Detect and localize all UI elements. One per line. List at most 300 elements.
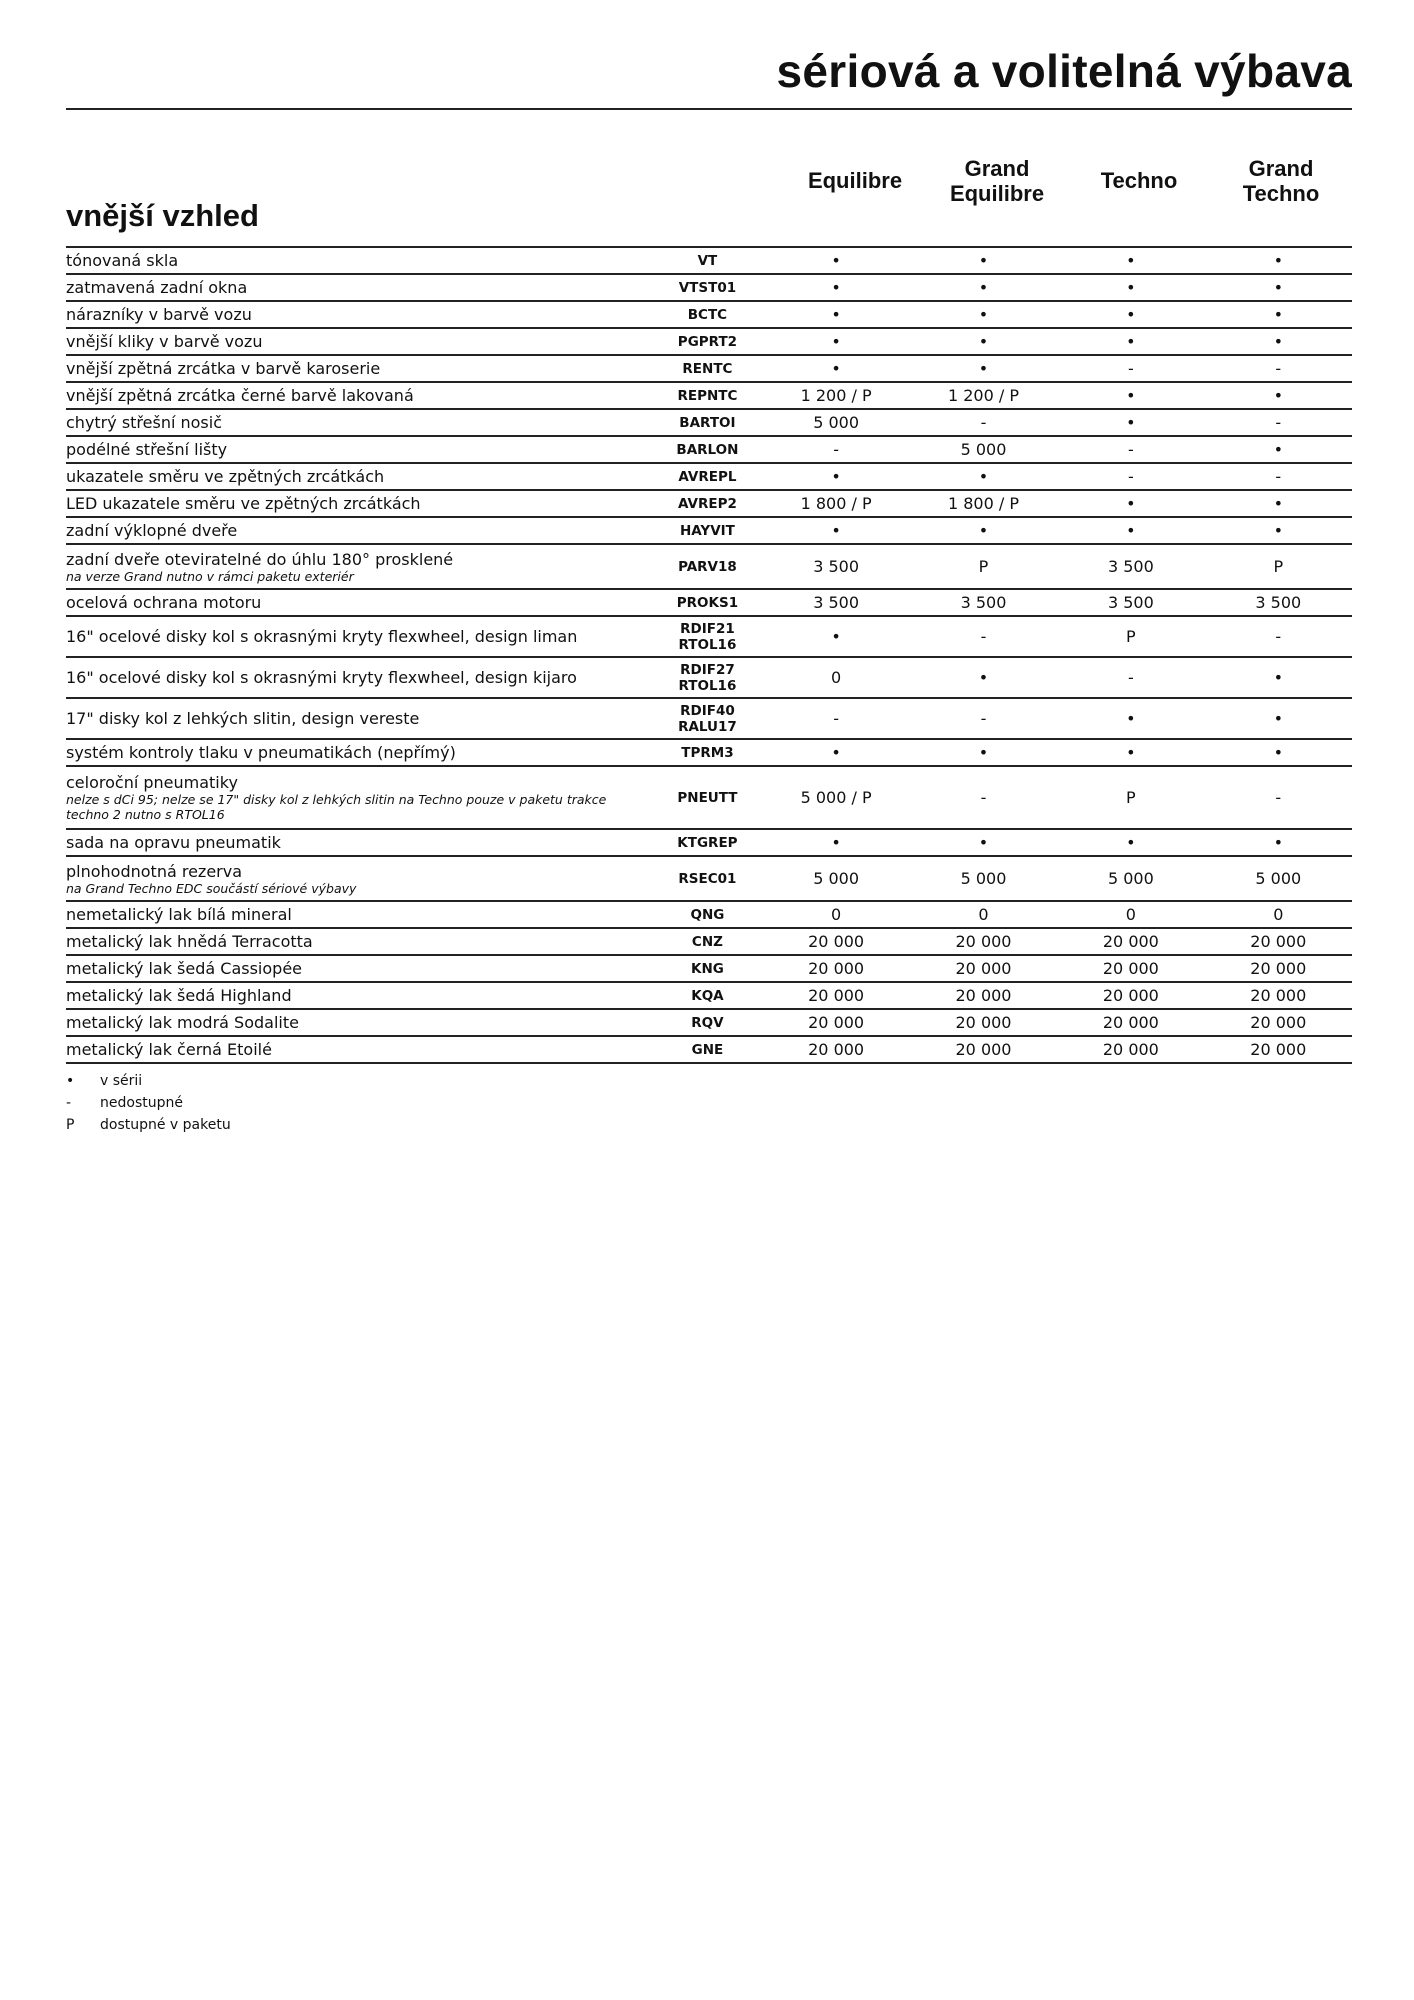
table-row: [66, 463, 1352, 490]
legend-text: dostupné v paketu: [100, 1117, 231, 1133]
value: •: [1273, 833, 1283, 852]
value-cell: [910, 517, 1057, 544]
value-cell: [1057, 382, 1204, 409]
option-code-cell: [652, 328, 762, 355]
value-cell: [910, 829, 1057, 856]
option-code-cell: [652, 1009, 762, 1036]
option-code-cell: [652, 274, 762, 301]
value-cell: [1205, 301, 1352, 328]
equipment-name-cell: [66, 490, 652, 517]
legend-item: [66, 1070, 231, 1092]
value: P: [1273, 557, 1284, 576]
value-cell: [910, 856, 1057, 901]
value: •: [978, 332, 989, 351]
equipment-name-cell: [66, 982, 652, 1009]
option-code: RDIF21: [680, 620, 735, 637]
value-cell: [1057, 328, 1204, 355]
equipment-name-cell: [66, 544, 652, 589]
equipment-name-cell: [66, 463, 652, 490]
value: •: [1126, 278, 1136, 297]
option-code-cell: [652, 463, 762, 490]
option-code: RDIF40: [680, 702, 735, 719]
table-row: [66, 955, 1352, 982]
option-code-cell: [652, 409, 762, 436]
value: 5 000: [1107, 869, 1154, 888]
value: 1 200 / P: [800, 386, 872, 405]
value: 5 000: [813, 869, 860, 888]
table-row: [66, 766, 1352, 829]
option-code: PROKS1: [676, 594, 739, 611]
option-code: VT: [697, 252, 718, 269]
option-code-cell: [652, 301, 762, 328]
table-row: [66, 616, 1352, 657]
equipment-name-cell: [66, 955, 652, 982]
option-code-cell: [652, 928, 762, 955]
value: 20 000: [808, 1013, 865, 1032]
value: 3 500: [1107, 593, 1154, 612]
option-code-cell: [652, 982, 762, 1009]
value-cell: [910, 698, 1057, 739]
value-cell: [1205, 1036, 1352, 1063]
equipment-table: [66, 246, 1352, 1064]
option-code: RTOL16: [678, 636, 737, 653]
table-row: [66, 382, 1352, 409]
option-code: REPNTC: [677, 387, 738, 404]
value: •: [1126, 833, 1136, 852]
value: 3 500: [813, 593, 860, 612]
option-code: HAYVIT: [679, 522, 735, 539]
value-cell: [1205, 544, 1352, 589]
option-code: GNE: [691, 1041, 724, 1058]
value: •: [831, 467, 841, 486]
column-header-grand-equilibre: [922, 156, 1072, 206]
equipment-name: ocelová ochrana motoru: [66, 593, 262, 612]
equipment-note: na verze Grand nutno v rámci paketu exteriér: [66, 568, 354, 584]
value-cell: [762, 739, 909, 766]
value-cell: [910, 616, 1057, 657]
value-cell: [1057, 766, 1204, 829]
value: •: [1273, 386, 1283, 405]
value: •: [831, 359, 841, 378]
value: -: [980, 627, 987, 646]
value-cell: [1205, 274, 1352, 301]
value: •: [1273, 305, 1283, 324]
option-code: AVREPL: [678, 468, 737, 485]
equipment-name-cell: [66, 436, 652, 463]
value-cell: [1205, 698, 1352, 739]
table-row: [66, 856, 1352, 901]
value-cell: [1205, 955, 1352, 982]
equipment-name-cell: [66, 856, 652, 901]
table-row: [66, 517, 1352, 544]
value: •: [978, 305, 989, 324]
section-title: vnější vzhled: [66, 198, 259, 233]
equipment-name-cell: [66, 382, 652, 409]
value-cell: [762, 1036, 909, 1063]
value-cell: [910, 982, 1057, 1009]
value-cell: [1205, 490, 1352, 517]
value-cell: [1205, 856, 1352, 901]
value: •: [978, 833, 989, 852]
equipment-note: nelze s dCi 95; nelze se 17" disky kol z lehkých slitin na Techno pouze v paketu trakce techno 2 nutno s RTOL16: [66, 792, 607, 822]
value: 20 000: [955, 959, 1012, 978]
value-cell: [1057, 544, 1204, 589]
equipment-name: vnější zpětná zrcátka v barvě karoserie: [66, 359, 381, 378]
value: -: [1275, 627, 1282, 646]
equipment-name: nemetalický lak bílá mineral: [66, 905, 292, 924]
column-header-techno: [1064, 168, 1214, 193]
option-code-cell: [652, 247, 762, 274]
value-cell: [762, 301, 909, 328]
equipment-name: metalický lak modrá Sodalite: [66, 1013, 299, 1032]
value: 0: [1273, 905, 1284, 924]
value: -: [980, 788, 987, 807]
value-cell: [910, 766, 1057, 829]
table-row: [66, 901, 1352, 928]
option-code-cell: [652, 829, 762, 856]
table-row: [66, 247, 1352, 274]
value: •: [831, 251, 841, 270]
value: •: [1126, 521, 1136, 540]
value-cell: [910, 382, 1057, 409]
value-cell: [910, 544, 1057, 589]
option-code: RSEC01: [678, 870, 737, 887]
value: •: [1273, 668, 1283, 687]
page-title: sériová a volitelná výbava: [776, 45, 1352, 97]
option-code: RQV: [691, 1014, 724, 1031]
value-cell: [1205, 739, 1352, 766]
option-code-cell: [652, 955, 762, 982]
title-divider: [66, 108, 1352, 110]
value-cell: [762, 328, 909, 355]
table-row: [66, 1009, 1352, 1036]
option-code: RENTC: [682, 360, 733, 377]
value-cell: [762, 982, 909, 1009]
value-cell: [762, 463, 909, 490]
equipment-name: tónovaná skla: [66, 251, 179, 270]
value-cell: [1057, 616, 1204, 657]
option-code-cell: [652, 355, 762, 382]
value: 3 500: [960, 593, 1007, 612]
value: P: [1126, 788, 1136, 807]
value: -: [1127, 359, 1134, 378]
equipment-name-cell: [66, 766, 652, 829]
value-cell: [910, 657, 1057, 698]
legend-text: v sérii: [100, 1073, 143, 1089]
value: •: [1273, 743, 1283, 762]
value: P: [978, 557, 989, 576]
value: 5 000: [813, 413, 860, 432]
value-cell: [910, 589, 1057, 616]
option-code: RTOL16: [678, 677, 737, 694]
value: P: [1126, 627, 1136, 646]
value: 20 000: [808, 932, 865, 951]
equipment-table-body: [66, 247, 1352, 1063]
equipment-name: celoroční pneumatiky: [66, 773, 238, 792]
option-code: PARV18: [678, 558, 737, 575]
table-row: [66, 698, 1352, 739]
value: 20 000: [1102, 1013, 1159, 1032]
column-header-grand-techno: [1206, 156, 1356, 206]
option-code: BARLON: [676, 441, 739, 458]
value-cell: [762, 766, 909, 829]
table-row: [66, 829, 1352, 856]
value-cell: [1205, 901, 1352, 928]
value: -: [1127, 467, 1134, 486]
value-cell: [1057, 901, 1204, 928]
value: •: [1273, 494, 1283, 513]
option-code: PNEUTT: [677, 789, 738, 806]
value: •: [831, 332, 841, 351]
table-row: [66, 436, 1352, 463]
option-code-cell: [652, 517, 762, 544]
equipment-name-cell: [66, 657, 652, 698]
value-cell: [910, 301, 1057, 328]
value: -: [1275, 359, 1282, 378]
value-cell: [1057, 698, 1204, 739]
value: •: [831, 627, 841, 646]
value-cell: [762, 616, 909, 657]
value: •: [1126, 332, 1136, 351]
value-cell: [1057, 1036, 1204, 1063]
value-cell: [1205, 829, 1352, 856]
value: •: [1126, 743, 1136, 762]
value: •: [1126, 386, 1136, 405]
value: •: [1126, 709, 1136, 728]
value-cell: [910, 901, 1057, 928]
equipment-note: na Grand Techno EDC součástí sériové výbavy: [66, 880, 357, 896]
value: -: [833, 440, 840, 459]
value-cell: [762, 409, 909, 436]
option-code: RDIF27: [680, 661, 735, 678]
legend-item: [66, 1114, 231, 1136]
value-cell: [1205, 517, 1352, 544]
value: 20 000: [955, 1013, 1012, 1032]
value: 3 500: [1255, 593, 1302, 612]
value-cell: [910, 436, 1057, 463]
value: 3 500: [1107, 557, 1154, 576]
value: 20 000: [1250, 1013, 1307, 1032]
column-header-line: Equilibre: [807, 168, 903, 193]
value-cell: [1205, 766, 1352, 829]
value: •: [1126, 305, 1136, 324]
value-cell: [762, 589, 909, 616]
value-cell: [1057, 1009, 1204, 1036]
value: -: [1275, 467, 1282, 486]
value-cell: [1057, 982, 1204, 1009]
value: 3 500: [813, 557, 860, 576]
value-cell: [910, 463, 1057, 490]
option-code-cell: [652, 544, 762, 589]
value: 1 800 / P: [800, 494, 872, 513]
option-code-cell: [652, 766, 762, 829]
equipment-name: sada na opravu pneumatik: [66, 833, 281, 852]
equipment-name: plnohodnotná rezerva: [66, 861, 243, 881]
value-cell: [910, 274, 1057, 301]
option-code: KNG: [691, 960, 724, 977]
value-cell: [762, 856, 909, 901]
equipment-name: metalický lak hnědá Terracotta: [66, 932, 313, 951]
option-code-cell: [652, 698, 762, 739]
value-cell: [1205, 355, 1352, 382]
legend: [66, 1070, 231, 1136]
option-code: RALU17: [678, 718, 737, 735]
equipment-name-cell: [66, 739, 652, 766]
value-cell: [762, 657, 909, 698]
option-code-cell: [652, 1036, 762, 1063]
value: 5 000: [960, 440, 1007, 459]
value-cell: [1205, 616, 1352, 657]
value-cell: [1205, 463, 1352, 490]
table-row: [66, 355, 1352, 382]
value-cell: [1057, 928, 1204, 955]
value-cell: [910, 928, 1057, 955]
equipment-name: metalický lak černá Etoilé: [66, 1040, 272, 1059]
value-cell: [1057, 739, 1204, 766]
equipment-name-cell: [66, 355, 652, 382]
value-cell: [1205, 982, 1352, 1009]
value-cell: [762, 829, 909, 856]
legend-item: [66, 1092, 231, 1114]
value-cell: [910, 955, 1057, 982]
value-cell: [762, 382, 909, 409]
value-cell: [1205, 382, 1352, 409]
option-code: KQA: [691, 987, 724, 1004]
value: •: [1126, 413, 1136, 432]
equipment-name-cell: [66, 517, 652, 544]
value-cell: [1057, 409, 1204, 436]
equipment-name: metalický lak šedá Highland: [66, 986, 292, 1005]
column-header-line: Techno: [1100, 168, 1178, 193]
equipment-name: podélné střešní lišty: [66, 440, 228, 459]
option-code-cell: [652, 739, 762, 766]
value-cell: [1057, 517, 1204, 544]
value: 1 800 / P: [947, 494, 1019, 513]
table-row: [66, 657, 1352, 698]
equipment-name-cell: [66, 1036, 652, 1063]
value: 20 000: [1102, 932, 1159, 951]
value-cell: [762, 955, 909, 982]
option-code: KTGREP: [677, 834, 738, 851]
value-cell: [1057, 955, 1204, 982]
equipment-name: chytrý střešní nosič: [66, 413, 223, 432]
equipment-name: 16" ocelové disky kol s okrasnými kryty flexwheel, design liman: [66, 627, 578, 646]
value: •: [831, 521, 841, 540]
value: 20 000: [1102, 959, 1159, 978]
column-header-line: Techno: [1242, 181, 1320, 206]
equipment-name: zatmavená zadní okna: [66, 278, 248, 297]
option-code-cell: [652, 382, 762, 409]
value-cell: [762, 544, 909, 589]
value-cell: [1057, 589, 1204, 616]
value-cell: [1205, 657, 1352, 698]
option-code: CNZ: [691, 933, 723, 950]
value: •: [1273, 709, 1283, 728]
value: •: [1273, 440, 1283, 459]
value: 20 000: [955, 932, 1012, 951]
equipment-name-cell: [66, 829, 652, 856]
option-code: BCTC: [687, 306, 728, 323]
table-row: [66, 982, 1352, 1009]
value-cell: [1057, 274, 1204, 301]
option-code: PGPRT2: [677, 333, 738, 350]
value-cell: [1205, 409, 1352, 436]
value-cell: [1205, 928, 1352, 955]
equipment-name-cell: [66, 616, 652, 657]
option-code: BARTOI: [679, 414, 736, 431]
value: •: [1126, 251, 1136, 270]
value: -: [1275, 788, 1282, 807]
value: 0: [831, 668, 842, 687]
table-row: [66, 544, 1352, 589]
table-row: [66, 1036, 1352, 1063]
legend-symbol: -: [66, 1095, 72, 1111]
table-row: [66, 274, 1352, 301]
value-cell: [762, 436, 909, 463]
value-cell: [762, 355, 909, 382]
equipment-name: systém kontroly tlaku v pneumatikách (nepřímý): [66, 743, 456, 762]
value-cell: [762, 247, 909, 274]
equipment-name: LED ukazatele směru ve zpětných zrcátkách: [66, 494, 421, 513]
value-cell: [1057, 355, 1204, 382]
equipment-name-cell: [66, 928, 652, 955]
value-cell: [1057, 829, 1204, 856]
table-row: [66, 301, 1352, 328]
value: 20 000: [1250, 1040, 1307, 1059]
value-cell: [1205, 1009, 1352, 1036]
value-cell: [762, 1009, 909, 1036]
equipment-name-cell: [66, 247, 652, 274]
equipment-name-cell: [66, 698, 652, 739]
value-cell: [1057, 490, 1204, 517]
table-row: [66, 409, 1352, 436]
value-cell: [762, 274, 909, 301]
value: •: [831, 278, 841, 297]
value-cell: [1205, 589, 1352, 616]
table-row: [66, 328, 1352, 355]
value-cell: [1057, 657, 1204, 698]
value: -: [980, 413, 987, 432]
value-cell: [910, 409, 1057, 436]
equipment-name-cell: [66, 409, 652, 436]
equipment-name-cell: [66, 589, 652, 616]
option-code-cell: [652, 436, 762, 463]
legend-symbol: P: [66, 1117, 75, 1133]
value: 20 000: [955, 1040, 1012, 1059]
equipment-name-cell: [66, 901, 652, 928]
value-cell: [910, 490, 1057, 517]
option-code: VTST01: [678, 279, 737, 296]
value-cell: [1205, 328, 1352, 355]
value-cell: [910, 328, 1057, 355]
value-cell: [762, 490, 909, 517]
column-header-equilibre: [780, 168, 930, 193]
value: 0: [978, 905, 989, 924]
value: •: [831, 833, 841, 852]
equipment-name: 16" ocelové disky kol s okrasnými kryty flexwheel, design kijaro: [66, 668, 577, 687]
legend-text: nedostupné: [100, 1095, 183, 1111]
table-row: [66, 490, 1352, 517]
equipment-name-cell: [66, 328, 652, 355]
value: •: [1273, 521, 1283, 540]
option-code-cell: [652, 490, 762, 517]
equipment-name: metalický lak šedá Cassiopée: [66, 959, 302, 978]
value-cell: [910, 355, 1057, 382]
value: •: [978, 668, 989, 687]
value: 20 000: [1102, 986, 1159, 1005]
value-cell: [762, 928, 909, 955]
value: -: [980, 709, 987, 728]
